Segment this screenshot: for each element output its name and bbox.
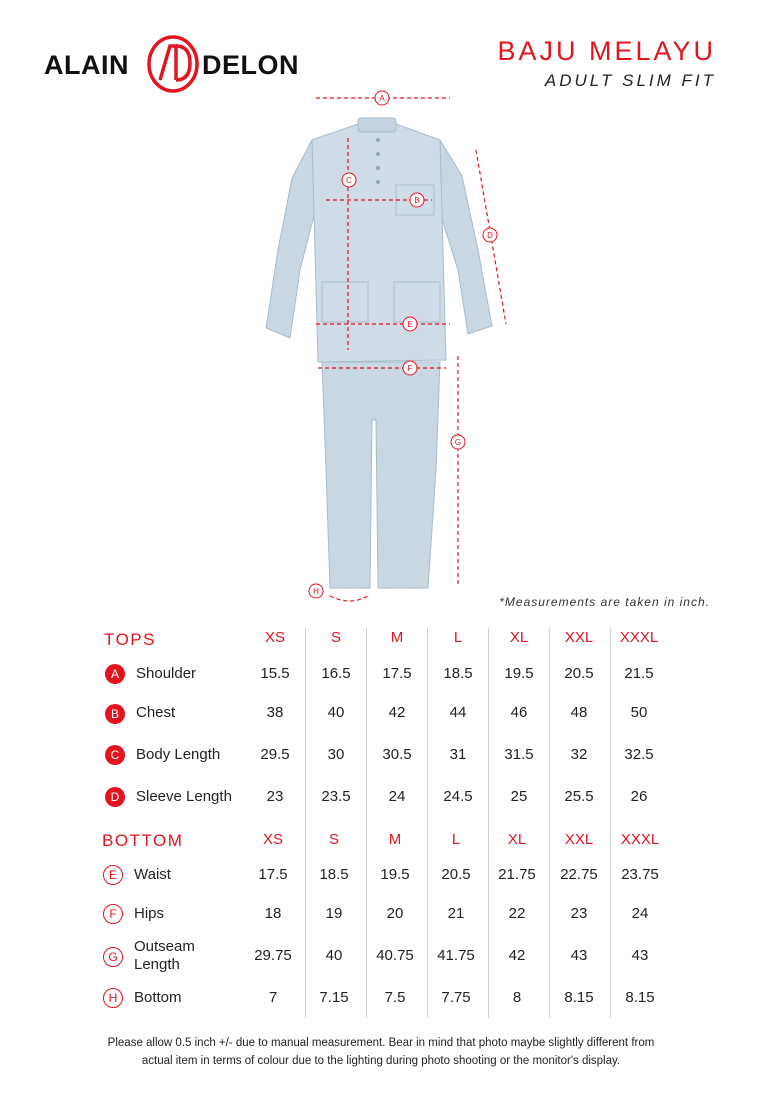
table-cell: 7.5 xyxy=(384,989,406,1006)
bottom-section-title: BOTTOM xyxy=(102,831,184,850)
disclaimer-footer xyxy=(40,1034,722,1070)
table-cell: 19 xyxy=(325,905,343,922)
table-cell: 19.5 xyxy=(504,665,534,682)
size-header-xxxl: XXXL xyxy=(619,629,659,646)
size-header-xl: XL xyxy=(509,629,529,646)
brand-word-alain: ALAIN xyxy=(44,50,129,80)
diagram-label-f: F xyxy=(407,364,413,373)
row-label-shoulder: Shoulder xyxy=(136,665,197,682)
table-cell: 15.5 xyxy=(260,665,290,682)
table-cell: 18.5 xyxy=(319,866,349,883)
table-cell: 41.75 xyxy=(437,947,475,964)
row-label-bottom: Bottom xyxy=(134,989,182,1006)
size-header-xs: XS xyxy=(262,831,283,848)
table-cell: 32 xyxy=(570,746,588,763)
table-cell: 17.5 xyxy=(258,866,288,883)
table-cell: 21.5 xyxy=(624,665,654,682)
table-cell: 23.5 xyxy=(321,788,351,805)
size-header-s: S xyxy=(330,629,341,646)
table-cell: 24.5 xyxy=(443,788,473,805)
table-cell: 50 xyxy=(630,704,648,721)
row-label-sleeve-length: Sleeve Length xyxy=(136,788,232,805)
row-label-chest: Chest xyxy=(136,704,176,721)
table-cell: 43 xyxy=(631,947,649,964)
row-key-badge: B xyxy=(105,704,125,724)
table-cell: 20.5 xyxy=(441,866,471,883)
disclaimer-line-1: Please allow 0.5 inch +/- due to manual measurement. Bear in mind that photo maybe slightly different from xyxy=(107,1037,655,1049)
row-label-body-length: Body Length xyxy=(136,746,221,763)
size-header-m: M xyxy=(388,831,402,848)
table-cell: 18 xyxy=(264,905,282,922)
row-key-badge: H xyxy=(103,988,123,1008)
table-cell: 25.5 xyxy=(564,788,594,805)
table-cell: 38 xyxy=(266,704,284,721)
table-cell: 46 xyxy=(510,704,528,721)
table-cell: 23 xyxy=(570,905,588,922)
row-key-badge: D xyxy=(105,787,125,807)
table-cell: 7.15 xyxy=(319,989,349,1006)
row-key-badge: C xyxy=(105,745,125,765)
table-cell: 17.5 xyxy=(382,665,412,682)
table-cell: 40 xyxy=(327,704,345,721)
diagram-label-e: E xyxy=(407,320,413,329)
table-cell: 24 xyxy=(388,788,406,805)
table-cell: 32.5 xyxy=(624,746,654,763)
table-cell: 30 xyxy=(327,746,345,763)
table-cell: 44 xyxy=(449,704,467,721)
table-cell: 7 xyxy=(268,989,278,1006)
table-cell: 22 xyxy=(508,905,526,922)
table-cell: 25 xyxy=(510,788,528,805)
table-cell: 23 xyxy=(266,788,284,805)
table-cell: 26 xyxy=(630,788,648,805)
table-cell: 16.5 xyxy=(321,665,351,682)
diagram-label-a: A xyxy=(379,94,385,103)
size-header-xxl: XXL xyxy=(564,629,594,646)
diagram-label-h: H xyxy=(313,587,319,596)
diagram-label-d: D xyxy=(487,231,493,240)
tops-section-title: TOPS xyxy=(104,630,156,649)
table-cell: 42 xyxy=(508,947,526,964)
row-label-waist: Waist xyxy=(134,866,171,883)
table-cell: 8.15 xyxy=(564,989,594,1006)
table-cell: 20 xyxy=(386,905,404,922)
table-cell: 21 xyxy=(447,905,465,922)
table-cell: 48 xyxy=(570,704,588,721)
table-cell: 23.75 xyxy=(621,866,659,883)
size-header-xxl: XXL xyxy=(564,831,594,848)
measurement-note: *Measurements are taken in inch. xyxy=(499,595,710,609)
size-header-l: L xyxy=(453,629,463,646)
table-cell: 22.75 xyxy=(560,866,598,883)
row-key-badge: G xyxy=(103,947,123,967)
table-cell: 31.5 xyxy=(504,746,534,763)
size-header-m: M xyxy=(390,629,404,646)
diagram-label-b: B xyxy=(414,196,420,205)
table-cell: 18.5 xyxy=(443,665,473,682)
row-label-line-2: Length xyxy=(134,956,180,973)
row-key-badge: E xyxy=(103,865,123,885)
table-cell: 29.75 xyxy=(254,947,292,964)
size-header-xl: XL xyxy=(507,831,527,848)
table-cell: 40 xyxy=(325,947,343,964)
diagram-label-g: G xyxy=(454,438,462,447)
table-cell: 7.75 xyxy=(441,989,471,1006)
brand-word-delon: DELON xyxy=(202,50,299,80)
product-title: BAJU MELAYU xyxy=(497,36,716,66)
diagram-label-c: C xyxy=(346,176,352,185)
product-fit: ADULT SLIM FIT xyxy=(544,71,716,90)
table-cell: 40.75 xyxy=(376,947,414,964)
size-header-xs: XS xyxy=(264,629,285,646)
row-label-hips: Hips xyxy=(134,905,165,922)
table-cell: 30.5 xyxy=(382,746,412,763)
size-header-l: L xyxy=(451,831,461,848)
row-label-outseam-length xyxy=(134,938,195,974)
table-cell: 31 xyxy=(449,746,467,763)
table-cell: 19.5 xyxy=(380,866,410,883)
size-header-s: S xyxy=(328,831,339,848)
disclaimer-line-2: actual item in terms of colour due to the lighting during photo shooting or the monitor's display. xyxy=(141,1055,621,1067)
row-label-line-1: Outseam xyxy=(134,938,195,955)
row-key-badge: F xyxy=(103,904,123,924)
table-cell: 8 xyxy=(512,989,522,1006)
table-cell: 42 xyxy=(388,704,406,721)
table-cell: 43 xyxy=(570,947,588,964)
table-cell: 8.15 xyxy=(625,989,655,1006)
table-cell: 29.5 xyxy=(260,746,290,763)
table-cell: 21.75 xyxy=(498,866,536,883)
table-cell: 24 xyxy=(631,905,649,922)
size-header-xxxl: XXXL xyxy=(620,831,660,848)
table-cell: 20.5 xyxy=(564,665,594,682)
row-key-badge: A xyxy=(105,664,125,684)
